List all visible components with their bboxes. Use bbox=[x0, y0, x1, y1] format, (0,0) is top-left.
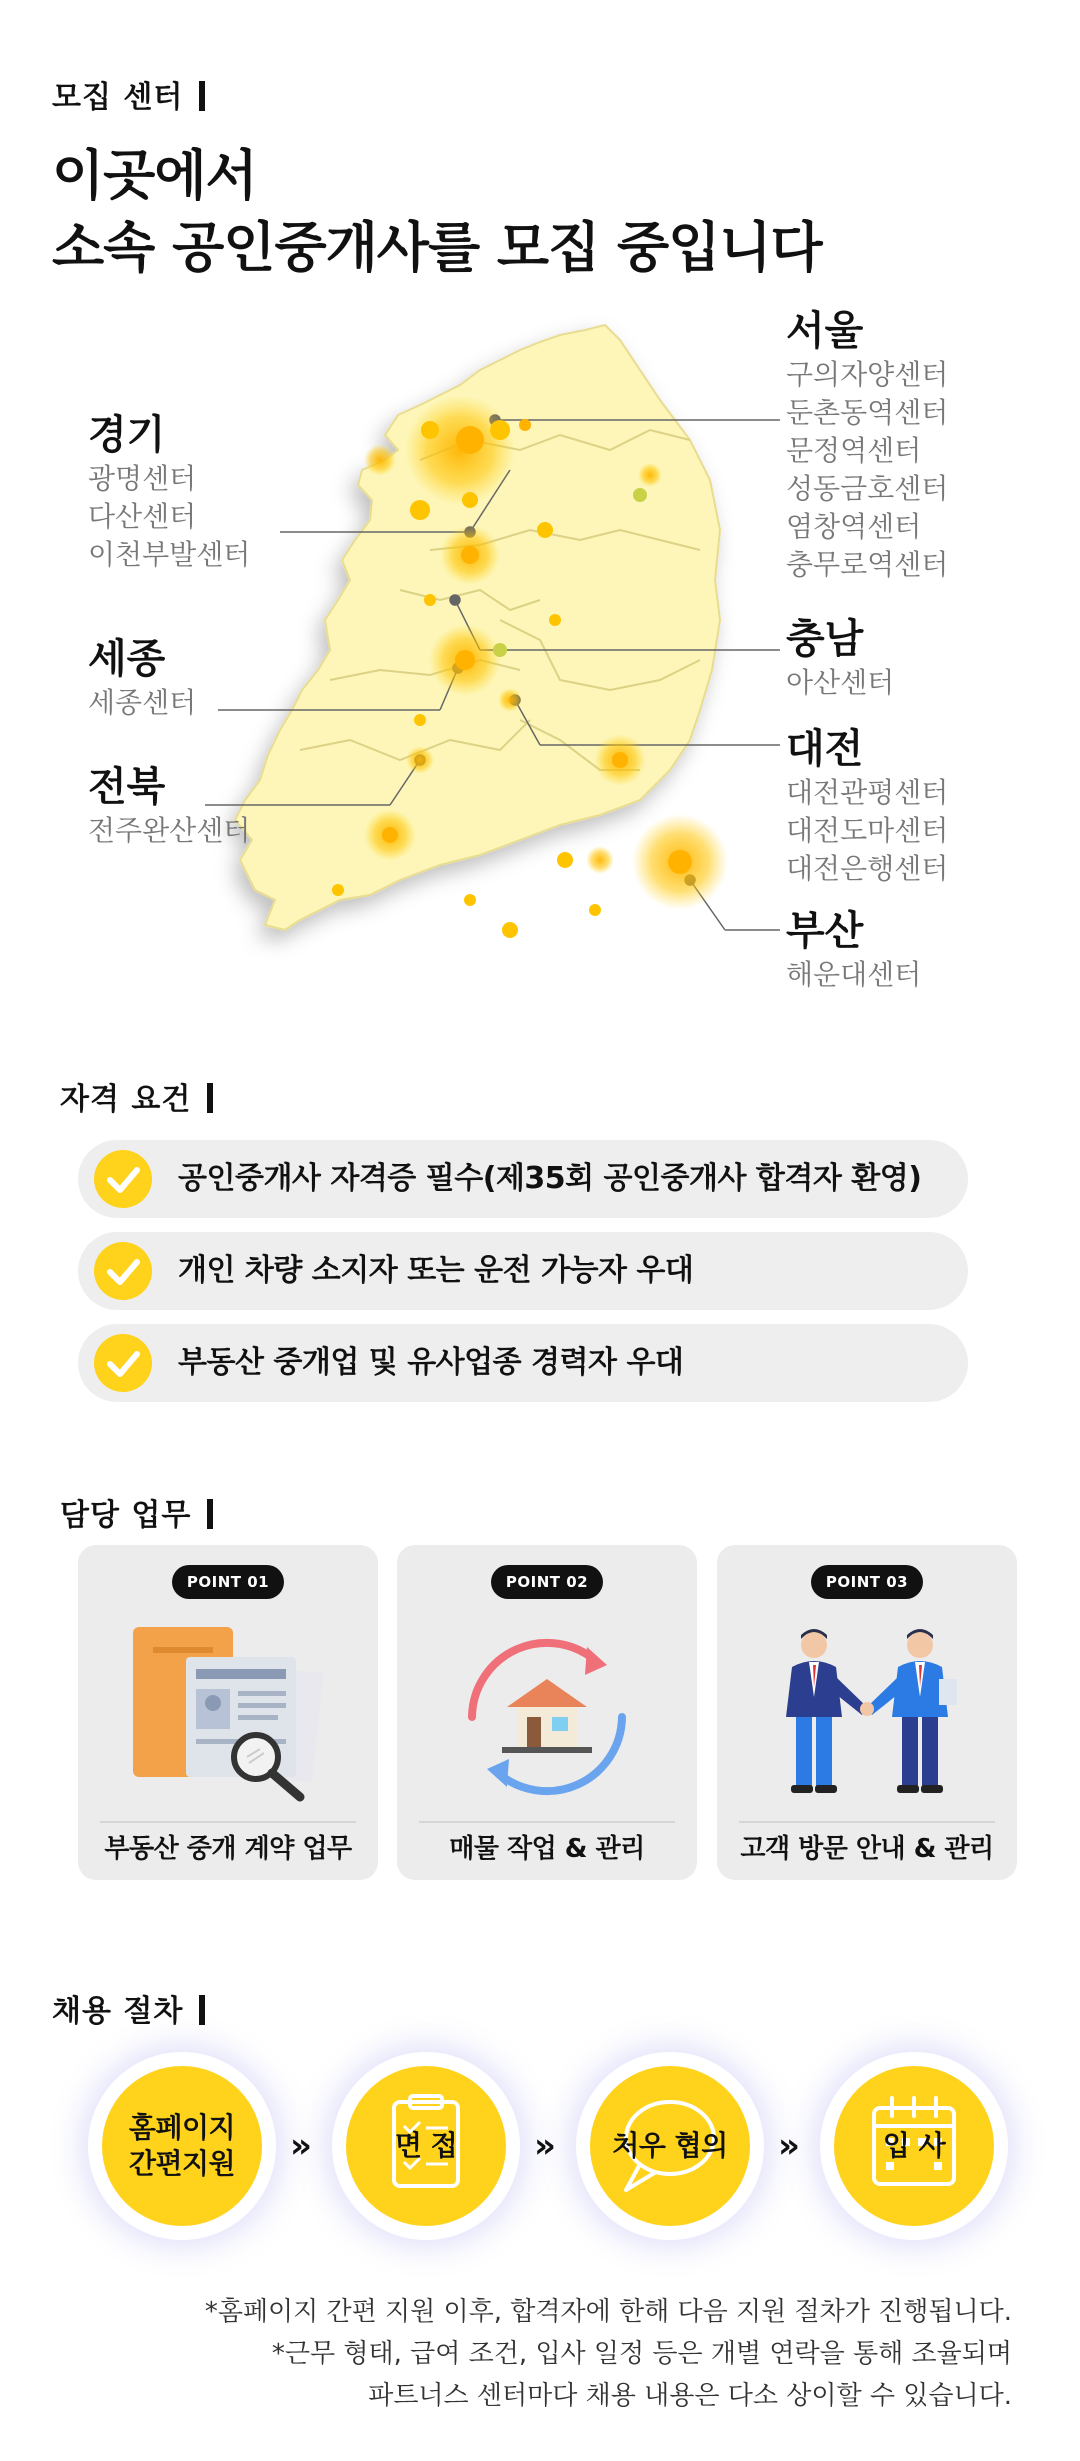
step-circle bbox=[590, 2066, 750, 2226]
center-name: 둔촌동역센터 bbox=[786, 396, 949, 429]
requirement-text: 부동산 중개업 및 유사업종 경력자 우대 bbox=[178, 1345, 684, 1380]
handshake-icon bbox=[717, 1607, 1017, 1817]
region-gyeonggi bbox=[88, 410, 250, 574]
process-step bbox=[820, 2052, 1008, 2240]
section-label-duties bbox=[60, 1490, 213, 1534]
section-label-requirements bbox=[60, 1074, 213, 1118]
label-bar bbox=[207, 1499, 213, 1529]
center-name: 대전은행센터 bbox=[786, 852, 949, 885]
region-seoul bbox=[786, 306, 948, 584]
duty-card bbox=[397, 1545, 697, 1880]
requirement-item bbox=[78, 1140, 968, 1218]
duty-card bbox=[78, 1545, 378, 1880]
check-icon bbox=[94, 1242, 152, 1300]
region-title: 서울 bbox=[786, 308, 864, 354]
center-name: 충무로역센터 bbox=[786, 548, 949, 581]
korea-center-map bbox=[0, 300, 1080, 1040]
contract-document-icon bbox=[78, 1607, 378, 1817]
region-busan bbox=[786, 906, 921, 994]
center-name: 다산센터 bbox=[88, 500, 197, 533]
center-name: 세종센터 bbox=[88, 686, 197, 719]
center-name: 문정역센터 bbox=[786, 434, 922, 467]
page-headline bbox=[52, 140, 822, 284]
label-bar bbox=[199, 1995, 205, 2025]
process-step bbox=[88, 2052, 276, 2240]
center-name: 대전관평센터 bbox=[786, 776, 949, 809]
region-sejong bbox=[88, 634, 196, 722]
region-title: 대전 bbox=[786, 726, 864, 772]
center-name: 이천부발센터 bbox=[88, 538, 251, 571]
process-step bbox=[332, 2052, 520, 2240]
process-step bbox=[576, 2052, 764, 2240]
region-title: 충남 bbox=[786, 616, 864, 662]
check-icon bbox=[94, 1150, 152, 1208]
step-label: 처우 협의 bbox=[612, 2129, 728, 2162]
step-label: 홈페이지 간편지원 bbox=[128, 2111, 236, 2180]
duty-label: 고객 방문 안내 & 관리 bbox=[740, 1834, 994, 1864]
process-note: *근무 형태, 급여 조건, 입사 일정 등은 개별 연락을 통해 조율되며 bbox=[271, 2339, 1012, 2369]
requirement-item bbox=[78, 1232, 968, 1310]
label-bar bbox=[199, 81, 205, 111]
section-label-text: 채용 절차 bbox=[52, 1994, 184, 2029]
point-badge: POINT 01 bbox=[172, 1565, 284, 1599]
house-cycle-icon bbox=[397, 1607, 697, 1817]
region-title: 전북 bbox=[88, 764, 166, 810]
step-arrow-icon: » bbox=[290, 2126, 304, 2166]
label-bar bbox=[207, 1083, 213, 1113]
region-title: 경기 bbox=[88, 412, 166, 458]
section-label-text: 모집 센터 bbox=[52, 80, 184, 115]
step-circle bbox=[346, 2066, 506, 2226]
center-name: 대전도마센터 bbox=[786, 814, 949, 847]
requirement-item bbox=[78, 1324, 968, 1402]
step-arrow-icon: » bbox=[534, 2126, 548, 2166]
center-name: 광명센터 bbox=[88, 462, 197, 495]
region-jeonbuk bbox=[88, 762, 250, 850]
region-title: 세종 bbox=[88, 636, 166, 682]
check-icon bbox=[94, 1334, 152, 1392]
step-label: 면 접 bbox=[394, 2129, 458, 2162]
requirement-text: 개인 차량 소지자 또는 운전 가능자 우대 bbox=[178, 1253, 694, 1288]
center-name: 구의자양센터 bbox=[786, 358, 949, 391]
requirement-text: 공인중개사 자격증 필수(제35회 공인중개사 합격자 환영) bbox=[178, 1161, 922, 1196]
duty-label: 부동산 중개 계약 업무 bbox=[104, 1834, 352, 1864]
center-name: 전주완산센터 bbox=[88, 814, 251, 847]
step-circle bbox=[834, 2066, 994, 2226]
step-circle bbox=[102, 2066, 262, 2226]
section-label-recruit-centers bbox=[52, 72, 205, 116]
center-name: 해운대센터 bbox=[786, 958, 922, 991]
process-note: *홈페이지 간편 지원 이후, 합격자에 한해 다음 지원 절차가 진행됩니다. bbox=[204, 2297, 1012, 2327]
headline-line-1: 이곳에서 bbox=[52, 144, 257, 207]
headline-line-2: 소속 공인중개사를 모집 중입니다 bbox=[52, 216, 822, 279]
center-name: 성동금호센터 bbox=[786, 472, 949, 505]
duty-label: 매물 작업 & 관리 bbox=[449, 1834, 645, 1864]
step-arrow-icon: » bbox=[778, 2126, 792, 2166]
step-label: 입 사 bbox=[882, 2129, 946, 2162]
center-name: 염창역센터 bbox=[786, 510, 922, 543]
region-chungnam bbox=[786, 614, 894, 702]
process-note: 파트너스 센터마다 채용 내용은 다소 상이할 수 있습니다. bbox=[368, 2381, 1012, 2411]
section-label-process bbox=[52, 1986, 205, 2030]
point-badge: POINT 03 bbox=[811, 1565, 923, 1599]
section-label-text: 자격 요건 bbox=[60, 1082, 192, 1117]
center-name: 아산센터 bbox=[786, 666, 895, 699]
region-title: 부산 bbox=[786, 908, 864, 954]
section-label-text: 담당 업무 bbox=[60, 1498, 192, 1533]
duty-card bbox=[717, 1545, 1017, 1880]
point-badge: POINT 02 bbox=[491, 1565, 603, 1599]
region-daejeon bbox=[786, 724, 948, 888]
